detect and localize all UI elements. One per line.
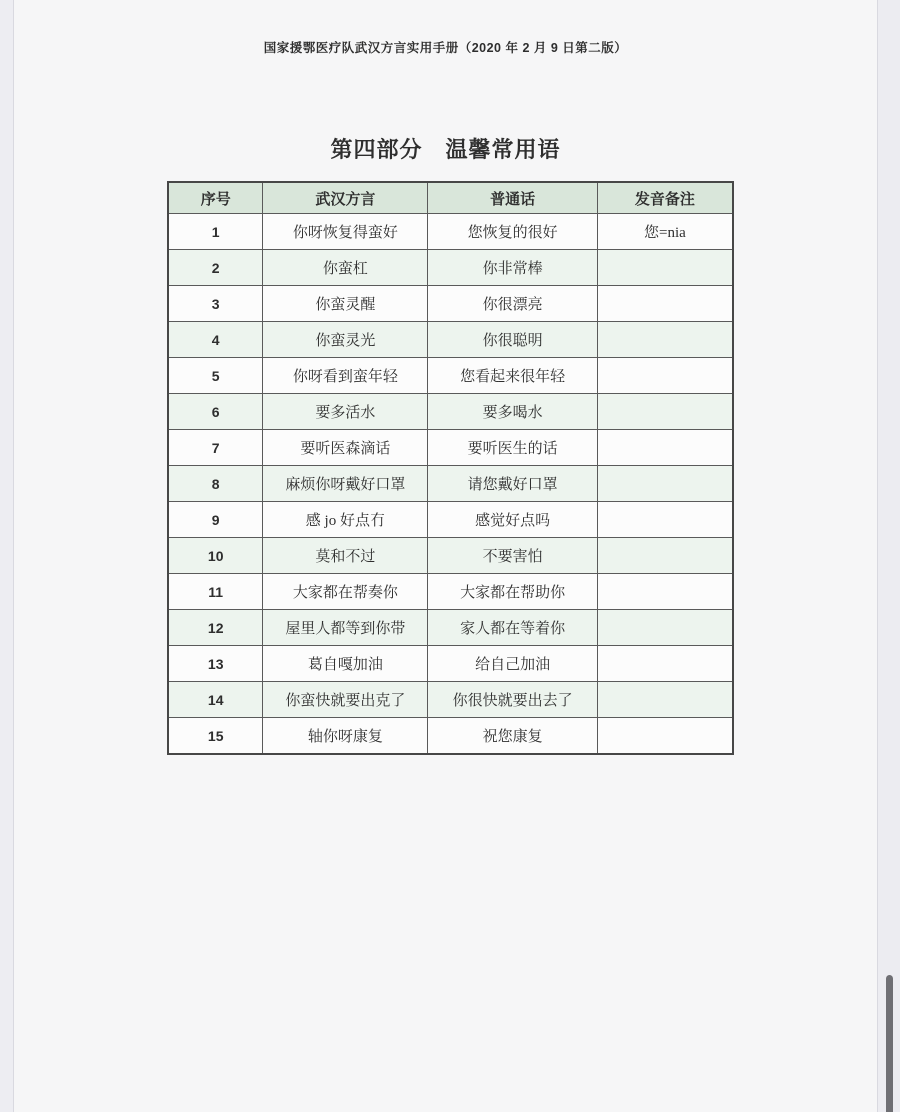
cell-mandarin: 要多喝水 [428, 394, 598, 430]
cell-note [597, 250, 733, 286]
cell-mandarin: 你非常棒 [428, 250, 598, 286]
cell-index: 6 [168, 394, 263, 430]
cell-note [597, 646, 733, 682]
cell-note [597, 682, 733, 718]
cell-index: 7 [168, 430, 263, 466]
table-row [168, 682, 733, 718]
cell-index: 11 [168, 574, 263, 610]
cell-index: 14 [168, 682, 263, 718]
table-row [168, 502, 733, 538]
cell-note [597, 502, 733, 538]
cell-index: 3 [168, 286, 263, 322]
cell-dialect: 你呀恢复得蛮好 [263, 214, 428, 250]
cell-mandarin: 您恢复的很好 [428, 214, 598, 250]
scrollbar-thumb[interactable] [886, 975, 893, 1112]
scrollbar-track[interactable] [877, 0, 900, 1112]
cell-note [597, 358, 733, 394]
document-header: 国家援鄂医疗队武汉方言实用手册（2020 年 2 月 9 日第二版） [263, 41, 628, 55]
cell-mandarin: 给自己加油 [428, 646, 598, 682]
cell-dialect: 葛自嘎加油 [263, 646, 428, 682]
cell-dialect: 你蛮灵醒 [263, 286, 428, 322]
table-row [168, 718, 733, 755]
cell-mandarin: 大家都在帮助你 [428, 574, 598, 610]
cell-dialect: 要多活水 [263, 394, 428, 430]
cell-index: 4 [168, 322, 263, 358]
table-row [168, 286, 733, 322]
cell-dialect: 你呀看到蛮年轻 [263, 358, 428, 394]
cell-mandarin: 请您戴好口罩 [428, 466, 598, 502]
column-header-2: 普通话 [428, 182, 598, 214]
table-body [168, 214, 733, 755]
cell-mandarin: 你很快就要出去了 [428, 682, 598, 718]
cell-note [597, 466, 733, 502]
cell-index: 13 [168, 646, 263, 682]
table-row [168, 610, 733, 646]
table-row [168, 430, 733, 466]
cell-note [597, 286, 733, 322]
table-row [168, 538, 733, 574]
cell-dialect: 轴你呀康复 [263, 718, 428, 755]
column-header-3: 发音备注 [597, 182, 733, 214]
left-gutter [0, 0, 14, 1112]
cell-dialect: 你蛮杠 [263, 250, 428, 286]
column-header-0: 序号 [168, 182, 263, 214]
cell-index: 10 [168, 538, 263, 574]
table-row [168, 322, 733, 358]
cell-mandarin: 家人都在等着你 [428, 610, 598, 646]
cell-note [597, 394, 733, 430]
cell-dialect: 你蛮快就要出克了 [263, 682, 428, 718]
cell-dialect: 麻烦你呀戴好口罩 [263, 466, 428, 502]
cell-note: 您=nia [597, 214, 733, 250]
table-row [168, 574, 733, 610]
cell-mandarin: 你很聪明 [428, 322, 598, 358]
cell-mandarin: 感觉好点吗 [428, 502, 598, 538]
phrase-table [167, 181, 734, 755]
cell-dialect: 你蛮灵光 [263, 322, 428, 358]
table-row [168, 358, 733, 394]
cell-note [597, 430, 733, 466]
table-row [168, 250, 733, 286]
cell-dialect: 屋里人都等到你带 [263, 610, 428, 646]
cell-index: 1 [168, 214, 263, 250]
cell-note [597, 718, 733, 755]
table-row [168, 394, 733, 430]
column-header-1: 武汉方言 [263, 182, 428, 214]
cell-mandarin: 要听医生的话 [428, 430, 598, 466]
cell-dialect: 大家都在帮奏你 [263, 574, 428, 610]
table-header-row [168, 182, 733, 214]
cell-mandarin: 祝您康复 [428, 718, 598, 755]
cell-note [597, 322, 733, 358]
cell-mandarin: 您看起来很年轻 [428, 358, 598, 394]
cell-note [597, 574, 733, 610]
cell-dialect: 感 jo 好点冇 [263, 502, 428, 538]
cell-index: 12 [168, 610, 263, 646]
cell-mandarin: 你很漂亮 [428, 286, 598, 322]
table-row [168, 646, 733, 682]
cell-index: 15 [168, 718, 263, 755]
cell-mandarin: 不要害怕 [428, 538, 598, 574]
cell-index: 2 [168, 250, 263, 286]
cell-note [597, 538, 733, 574]
table-row [168, 466, 733, 502]
cell-note [597, 610, 733, 646]
table-row [168, 214, 733, 250]
section-title: 第四部分 温馨常用语 [330, 137, 561, 162]
cell-dialect: 要听医森滴话 [263, 430, 428, 466]
cell-index: 8 [168, 466, 263, 502]
cell-index: 5 [168, 358, 263, 394]
cell-index: 9 [168, 502, 263, 538]
cell-dialect: 莫和不过 [263, 538, 428, 574]
